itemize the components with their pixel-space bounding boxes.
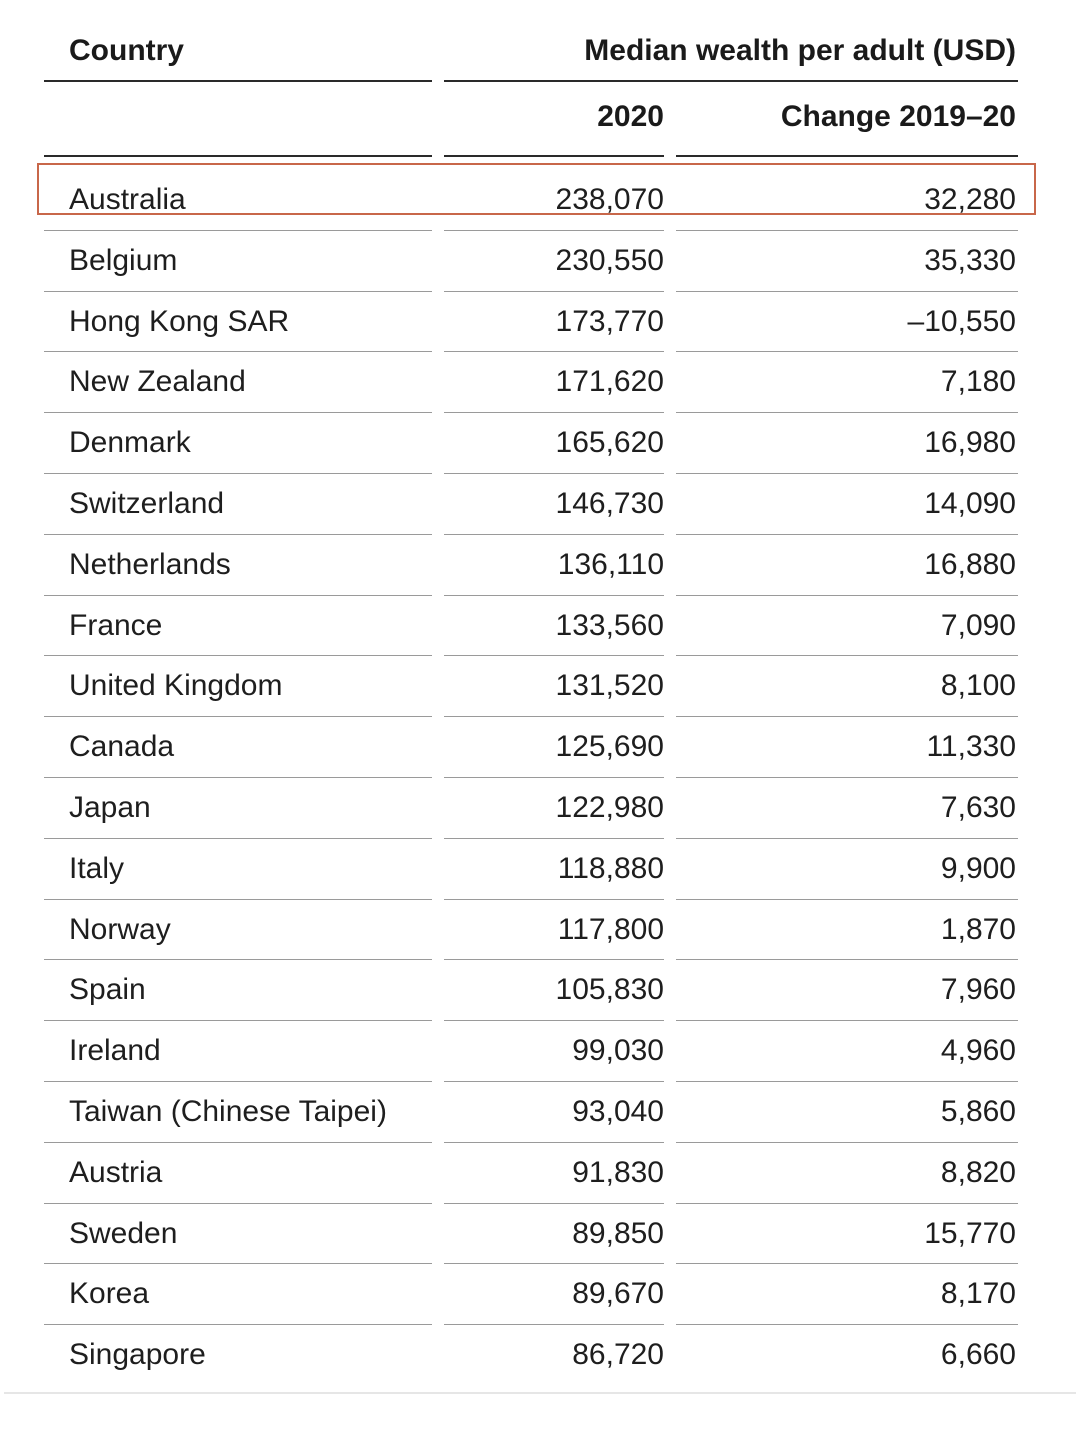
wealth-2020-cell: 105,830 <box>555 973 664 1007</box>
change-cell: 8,170 <box>940 1277 1016 1311</box>
table-row <box>0 352 1080 413</box>
table-row <box>0 231 1080 292</box>
wealth-2020-cell: 136,110 <box>557 547 664 581</box>
change-cell: 7,960 <box>940 973 1016 1007</box>
table-row <box>0 474 1080 535</box>
wealth-2020-cell: 133,560 <box>555 608 664 642</box>
table-row <box>0 292 1080 353</box>
wealth-2020-cell: 91,830 <box>572 1155 664 1189</box>
change-cell: 16,880 <box>924 547 1016 581</box>
country-cell: Canada <box>69 730 175 764</box>
country-cell: United Kingdom <box>69 669 283 703</box>
wealth-2020-cell: 117,800 <box>557 912 664 946</box>
change-cell: –10,550 <box>907 304 1016 338</box>
table-row <box>0 1264 1080 1325</box>
table-row <box>0 960 1080 1021</box>
table-row <box>0 535 1080 596</box>
table-body <box>0 170 1080 1386</box>
table-row <box>0 1325 1080 1386</box>
country-cell: Denmark <box>69 426 191 460</box>
bottom-divider <box>4 1392 1076 1394</box>
table-row <box>0 413 1080 474</box>
wealth-2020-cell: 171,620 <box>555 365 664 399</box>
change-cell: 6,660 <box>940 1338 1016 1372</box>
wealth-2020-cell: 89,850 <box>572 1216 664 1250</box>
header-change: Change 2019–20 <box>780 100 1016 133</box>
change-cell: 7,180 <box>940 365 1016 399</box>
change-cell: 15,770 <box>924 1216 1016 1250</box>
header-rule-country <box>44 80 432 82</box>
country-cell: Singapore <box>69 1338 206 1372</box>
country-cell: Norway <box>69 912 171 946</box>
change-cell: 11,330 <box>926 730 1016 764</box>
table-row <box>0 170 1080 231</box>
wealth-2020-cell: 99,030 <box>572 1034 664 1068</box>
wealth-2020-cell: 230,550 <box>555 243 664 277</box>
change-cell: 8,820 <box>940 1155 1016 1189</box>
change-cell: 7,090 <box>940 608 1016 642</box>
country-cell: Spain <box>69 973 146 1007</box>
wealth-2020-cell: 93,040 <box>572 1094 664 1128</box>
country-cell: Austria <box>69 1155 163 1189</box>
table-row <box>0 717 1080 778</box>
header-rule-year-bottom <box>444 155 664 157</box>
wealth-2020-cell: 86,720 <box>572 1338 664 1372</box>
country-cell: Netherlands <box>69 547 231 581</box>
change-cell: 14,090 <box>924 486 1016 520</box>
table-row <box>0 1021 1080 1082</box>
header-rule-group <box>444 80 1018 82</box>
table-row <box>0 900 1080 961</box>
country-cell: New Zealand <box>69 365 246 399</box>
table-row <box>0 1204 1080 1265</box>
header-rule-country-bottom <box>44 155 432 157</box>
wealth-2020-cell: 173,770 <box>555 304 664 338</box>
country-cell: Korea <box>69 1277 150 1311</box>
wealth-2020-cell: 125,690 <box>555 730 664 764</box>
table-row <box>0 656 1080 717</box>
country-cell: Hong Kong SAR <box>69 304 290 338</box>
change-cell: 5,860 <box>940 1094 1016 1128</box>
wealth-2020-cell: 165,620 <box>555 426 664 460</box>
country-cell: Italy <box>69 851 125 885</box>
change-cell: 8,100 <box>940 669 1016 703</box>
header-country: Country <box>69 34 184 67</box>
change-cell: 9,900 <box>940 851 1016 885</box>
change-cell: 4,960 <box>940 1034 1016 1068</box>
wealth-2020-cell: 122,980 <box>555 790 664 824</box>
country-cell: France <box>69 608 163 642</box>
country-cell: Australia <box>69 183 186 216</box>
country-cell: Sweden <box>69 1216 178 1250</box>
header-year-2020: 2020 <box>597 100 664 133</box>
wealth-2020-cell: 118,880 <box>557 851 664 885</box>
change-cell: 32,280 <box>924 183 1016 216</box>
table-row <box>0 596 1080 657</box>
wealth-2020-cell: 89,670 <box>572 1277 664 1311</box>
country-cell: Belgium <box>69 243 178 277</box>
header-median-wealth-group: Median wealth per adult (USD) <box>584 34 1016 67</box>
wealth-2020-cell: 238,070 <box>555 183 664 216</box>
wealth-2020-cell: 146,730 <box>555 486 664 520</box>
table-row <box>0 1143 1080 1204</box>
country-cell: Ireland <box>69 1034 161 1068</box>
wealth-2020-cell: 131,520 <box>555 669 664 703</box>
change-cell: 7,630 <box>940 790 1016 824</box>
change-cell: 16,980 <box>924 426 1016 460</box>
country-cell: Japan <box>69 790 151 824</box>
change-cell: 1,870 <box>940 912 1016 946</box>
country-cell: Switzerland <box>69 486 225 520</box>
table-row <box>0 839 1080 900</box>
change-cell: 35,330 <box>924 243 1016 277</box>
header-rule-change-bottom <box>676 155 1018 157</box>
table-row <box>0 778 1080 839</box>
table-row <box>0 1082 1080 1143</box>
country-cell: Taiwan (Chinese Taipei) <box>69 1094 387 1128</box>
